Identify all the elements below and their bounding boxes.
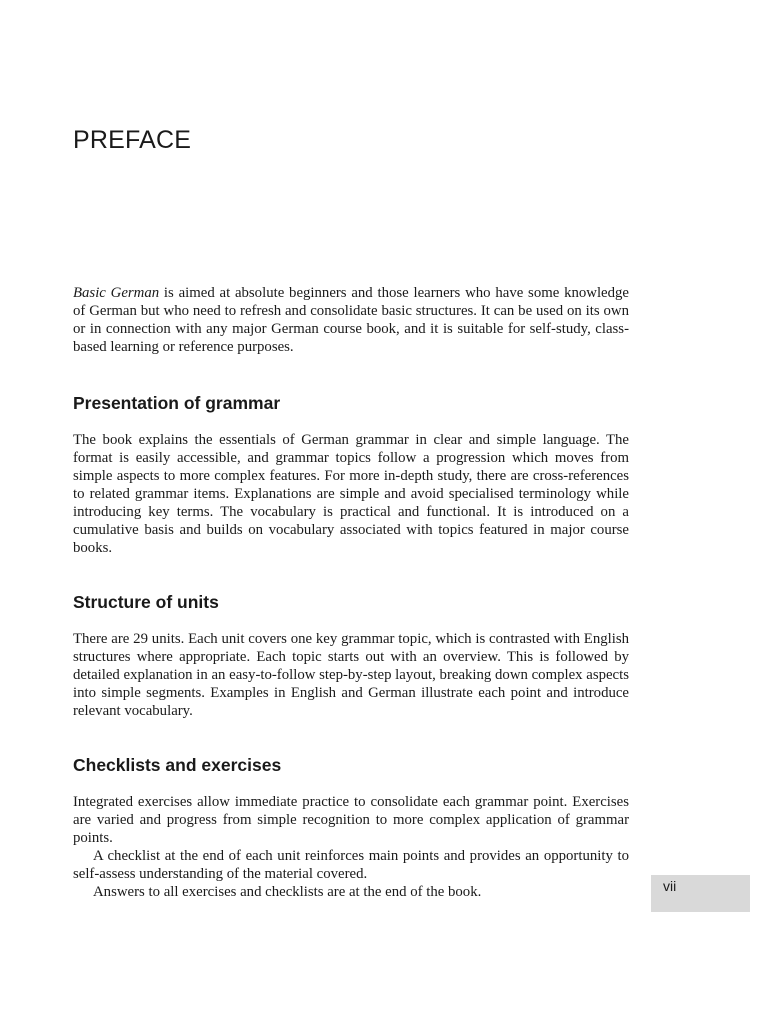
preface-body (73, 284, 629, 901)
section-heading-structure: Structure of units (73, 592, 219, 612)
section-heading-presentation: Presentation of grammar (73, 393, 281, 413)
book-title: Basic German (73, 285, 160, 301)
presentation-paragraph: The book explains the essentials of German grammar in clear and simple language. The format is easily accessible, and grammar topics follow a progression which moves from simple aspects to more complex features. For more in-depth study, there are cross-references to related grammar items. Explanations are simple and avoid specialised terminology while introducing key terms. The vocabulary is practical and functional. It is introduced on a cumulative basis and builds on vocabulary associated with topics featured in major course books. (73, 432, 629, 556)
section-heading-checklists: Checklists and exercises (73, 755, 282, 775)
page-number-tab (651, 875, 750, 912)
intro-text: is aimed at absolute beginners and those learners who have some knowledge of German but who need to refresh and consolidate basic structures. It can be used on its own or in connection with any major German course book, and it is suitable for self-study, class-based learning or reference purposes. (73, 285, 629, 355)
structure-paragraph: There are 29 units. Each unit covers one key grammar topic, which is contrasted with English structures where appropriate. Each topic starts out with an overview. This is followed by detailed explanation in an easy-to-follow step-by-step layout, breaking down complex aspects into simple segments. Examples in English and German illustrate each point and introduce relevant vocabulary. (73, 631, 629, 719)
checklist-paragraph: A checklist at the end of each unit reinforces main points and provides an opportunity to self-assess understanding of the material covered. (73, 848, 629, 882)
page-title: PREFACE (73, 126, 192, 154)
page-number: vii (663, 878, 677, 894)
intro-paragraph (73, 284, 629, 356)
exercises-paragraph: Integrated exercises allow immediate practice to consolidate each grammar point. Exercises are varied and progress from simple recognition to more complex application of grammar points. (73, 794, 629, 846)
answers-paragraph: Answers to all exercises and checklists are at the end of the book. (93, 884, 482, 900)
